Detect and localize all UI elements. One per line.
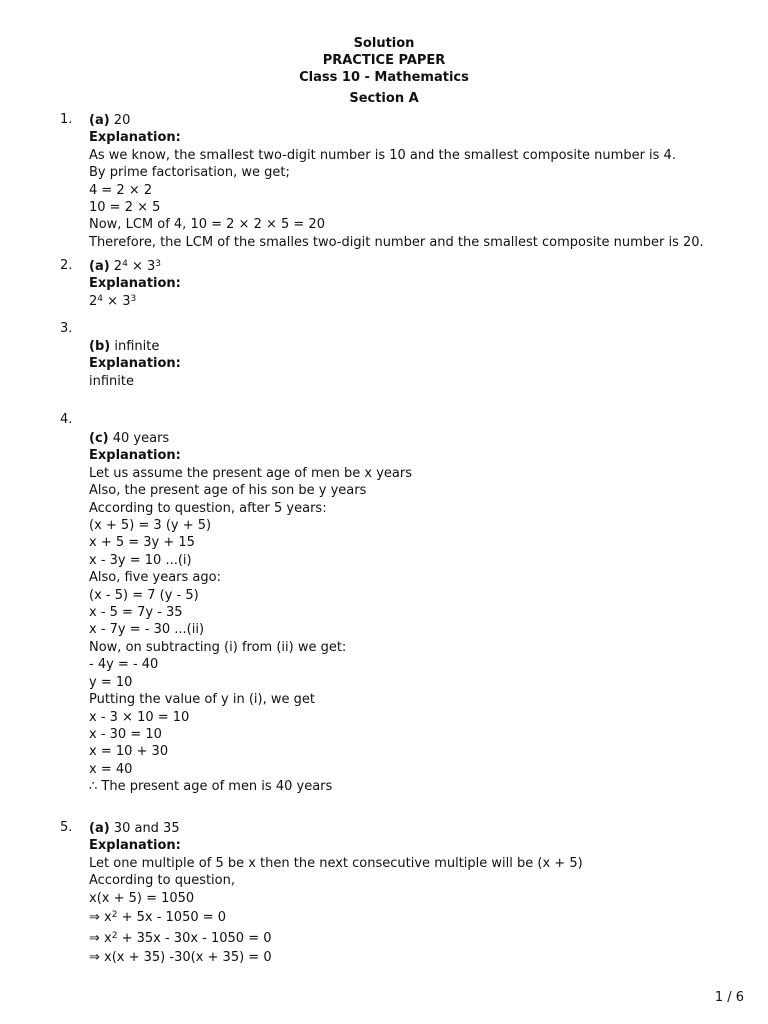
answer-exponent: 3 [155,259,161,269]
answer-line [89,258,740,275]
explanation-line: 4 = 2 × 2 [89,182,153,198]
explanation-line: Let us assume the present age of men be x years [89,465,412,481]
explanation-line [89,293,740,310]
explanation-line: Also, the present age of his son be y years [89,483,367,499]
explanation-line: ∴ The present age of men is 40 years [89,779,333,795]
question-number: 3. [60,321,73,336]
header-solution: Solution [353,36,415,51]
explanation-label: Explanation: [89,276,181,292]
explanation-line: - 4y = - 40 [89,657,159,673]
explanation-label: Explanation: [89,356,181,372]
explanation-exponent: 3 [130,293,137,304]
explanation-line: y = 10 [89,674,133,690]
explanation-line: 10 = 2 × 5 [89,200,161,216]
explanation-line: ⇒ x(x + 35) -30(x + 35) = 0 [89,950,272,966]
explanation-line: (x - 5) = 7 (y - 5) [89,587,199,603]
explanation-line: (x + 5) = 3 (y + 5) [89,518,212,534]
answer-base: 3 [146,259,156,274]
line-post: + 35x - 30x - 1050 = 0 [117,931,272,947]
explanation-line: x = 40 [89,761,133,777]
line-pre: ⇒ x [89,910,112,926]
question-1 [60,112,740,251]
line-exponent: 2 [111,931,118,942]
explanation-line: Now, LCM of 4, 10 = 2 × 2 × 5 = 20 [89,217,325,233]
answer-exponent: 4 [122,259,128,269]
header-practice-paper: PRACTICE PAPER [322,53,446,68]
explanation-label: Explanation: [89,838,181,854]
answer-option: (a) [89,113,110,128]
line-exponent: 2 [111,910,118,921]
explanation-line: x(x + 5) = 1050 [89,890,195,906]
answer-base: 2 [113,259,123,274]
explanation-line: Also, five years ago: [89,570,221,586]
explanation-line: Let one multiple of 5 be x then the next consecutive multiple will be (x + 5) [89,855,583,871]
explanation-line: x - 7y = - 30 ...(ii) [89,622,205,638]
answer-operator: × [127,259,147,274]
explanation-label: Explanation: [89,130,181,146]
document-header [0,35,768,107]
answer-option: (c) [89,431,109,446]
explanation-line: x = 10 + 30 [89,744,169,760]
question-number: 5. [60,820,73,835]
question-5 [60,820,740,966]
explanation-base: 3 [122,293,131,309]
explanation-line: Now, on subtracting (i) from (ii) we get: [89,639,347,655]
question-3 [60,321,740,390]
answer-line [89,430,740,447]
section-title: Section A [349,91,419,106]
page-number: 1 / 6 [714,990,744,1005]
answer-line [89,338,740,355]
explanation-line: x + 5 = 3y + 15 [89,535,195,551]
question-number: 1. [60,112,73,127]
answer-option: (b) [89,339,111,354]
explanation-line: According to question, after 5 years: [89,500,327,516]
explanation-line: Putting the value of y in (i), we get [89,692,315,708]
explanation-line: x - 30 = 10 [89,726,162,742]
explanation-label: Explanation: [89,448,181,464]
question-4 [60,412,740,796]
answer-option: (a) [89,259,110,274]
question-number: 2. [60,258,73,273]
answer-text: 30 and 35 [113,821,180,836]
explanation-line: By prime factorisation, we get; [89,165,290,181]
explanation-line [89,907,740,928]
explanation-line: Therefore, the LCM of the smalles two-digit number and the smallest composite number is 20. [89,234,704,250]
header-class: Class 10 - Mathematics [299,70,469,85]
explanation-line: As we know, the smallest two-digit number is 10 and the smallest composite number is 4. [89,147,676,163]
explanation-line: According to question, [89,873,235,889]
explanation-line: x - 5 = 7y - 35 [89,605,183,621]
line-pre: ⇒ x [89,931,112,947]
explanation-exponent: 4 [97,293,104,304]
line-post: + 5x - 1050 = 0 [117,910,227,926]
explanation-line: x - 3 × 10 = 10 [89,709,190,725]
answer-option: (a) [89,821,110,836]
question-2 [60,258,740,310]
answer-line [89,112,740,129]
answer-text: infinite [114,339,160,354]
explanation-line: x - 3y = 10 ...(i) [89,552,192,568]
explanation-line: infinite [89,373,134,389]
explanation-operator: × [103,293,123,309]
explanation-base: 2 [89,293,98,309]
answer-text: 20 [113,113,131,128]
explanation-line [89,928,740,949]
answer-text: 40 years [112,431,170,446]
question-number: 4. [60,412,73,427]
answer-line [89,820,740,837]
